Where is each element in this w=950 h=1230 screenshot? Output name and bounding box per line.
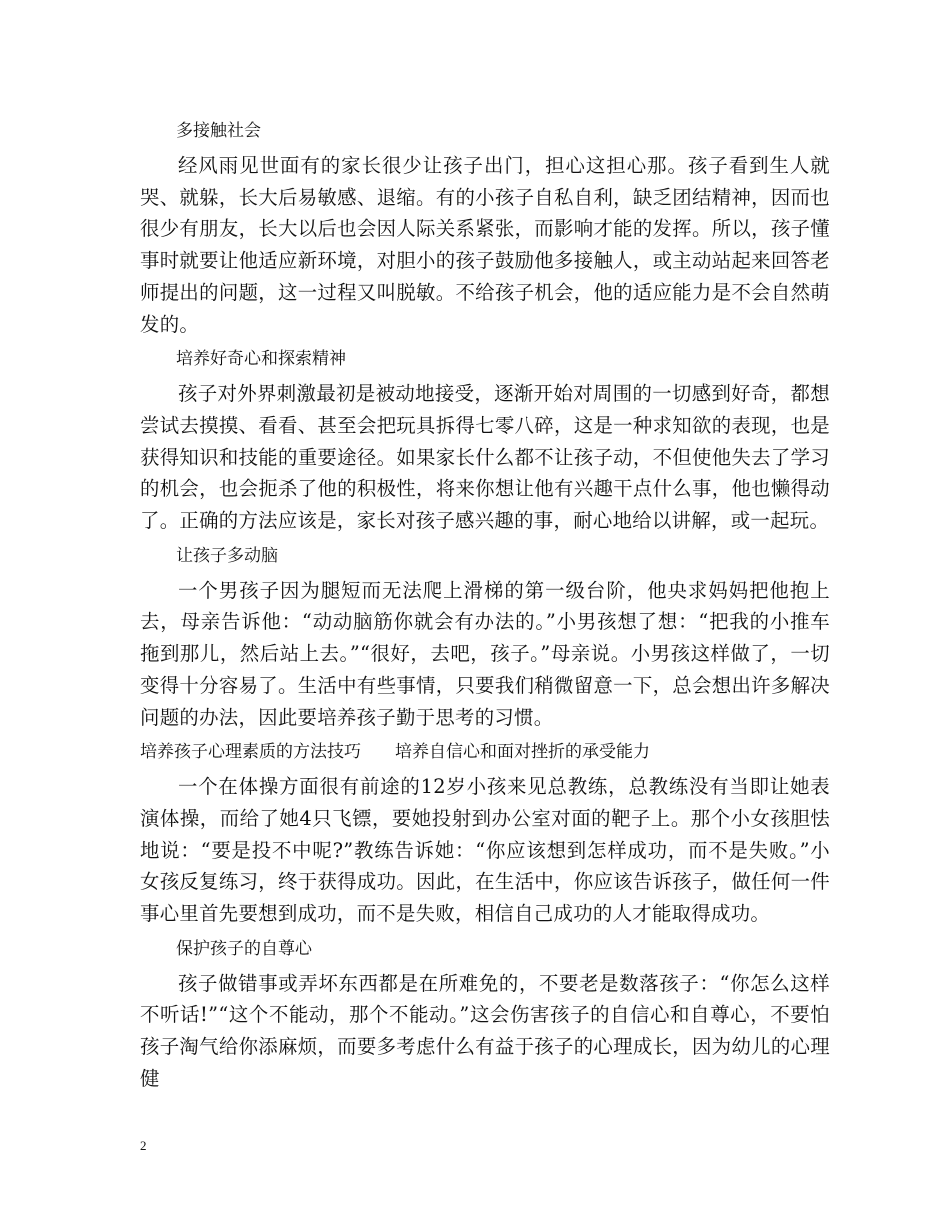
section-paragraph-curiosity: 孩子对外界刺激最初是被动地接受，逐渐开始对周围的一切感到好奇，都想尝试去摸摸、看看、甚至会把玩具拆得七零八碎，这是一种求知欲的表现，也是获得知识和技能的重要途径。如果家长什么都不让孩子动，不但使他失去了学习的机会，也会扼杀了他的积极性，将来你想让他有兴趣干点什么事，他也懒得动了。正确的方法应该是，家长对孩子感兴趣的事，耐心地给以讲解，或一起玩。 (140, 382, 830, 533)
section-heading-confidence: 培养自信心和面对挫折的承受能力 (395, 742, 650, 763)
page-number: 2 (140, 1138, 147, 1153)
section-heading-self-esteem: 保护孩子的自尊心 (176, 938, 312, 959)
section-paragraph-confidence: 一个在体操方面很有前途的12岁小孩来见总教练，总教练没有当即让她表演体操，而给了她4只飞镖，要她投射到办公室对面的靶子上。那个小女孩胆怯地说：“要是投不中呢?”教练告诉她：“你应该想到怎样成功，而不是失败。”小女孩反复练习，终于获得成功。因此，在生活中，你应该告诉孩子，做任何一件事心里首先要想到成功，而不是失败，相信自己成功的人才能取得成功。 (140, 775, 830, 926)
section-heading-thinking: 让孩子多动脑 (176, 545, 278, 566)
section-heading-social: 多接触社会 (176, 121, 261, 141)
section-paragraph-thinking: 一个男孩子因为腿短而无法爬上滑梯的第一级台阶，他央求妈妈把他抱上去，母亲告诉他：“动动脑筋你就会有办法的。”小男孩想了想：“把我的小推车拖到那儿，然后站上去。”“很好，去吧，孩子。”母亲说。小男孩这样做了，一切变得十分容易了。生活中有些事情，只要我们稍微留意一下，总会想出许多解决问题的办法，因此要培养孩子勤于思考的习惯。 (140, 578, 830, 729)
section-paragraph-self-esteem: 孩子做错事或弄坏东西都是在所难免的，不要老是数落孩子：“你怎么这样不听话!”“这个不能动，那个不能动。”这会伤害孩子的自信心和自尊心，不要怕孩子淘气给你添麻烦，而要多考虑什么有益于孩子的心理成长，因为幼儿的心理健 (140, 971, 830, 1090)
document-body (140, 116, 830, 1099)
article-title-heading: 培养孩子心理素质的方法技巧 (140, 742, 361, 763)
combined-heading (140, 737, 830, 767)
section-paragraph-social: 经风雨见世面有的家长很少让孩子出门，担心这担心那。孩子看到生人就哭、就躲，长大后易敏感、退缩。有的小孩子自私自利，缺乏团结精神，因而也很少有朋友，长大以后也会因人际关系紧张，而影响才能的发挥。所以，孩子懂事时就要让他适应新环境，对胆小的孩子鼓励他多接触人，或主动站起来回答老师提出的问题，这一过程又叫脱敏。不给孩子机会，他的适应能力是不会自然萌发的。 (140, 154, 830, 336)
section-heading-curiosity: 培养好奇心和探索精神 (176, 349, 346, 370)
